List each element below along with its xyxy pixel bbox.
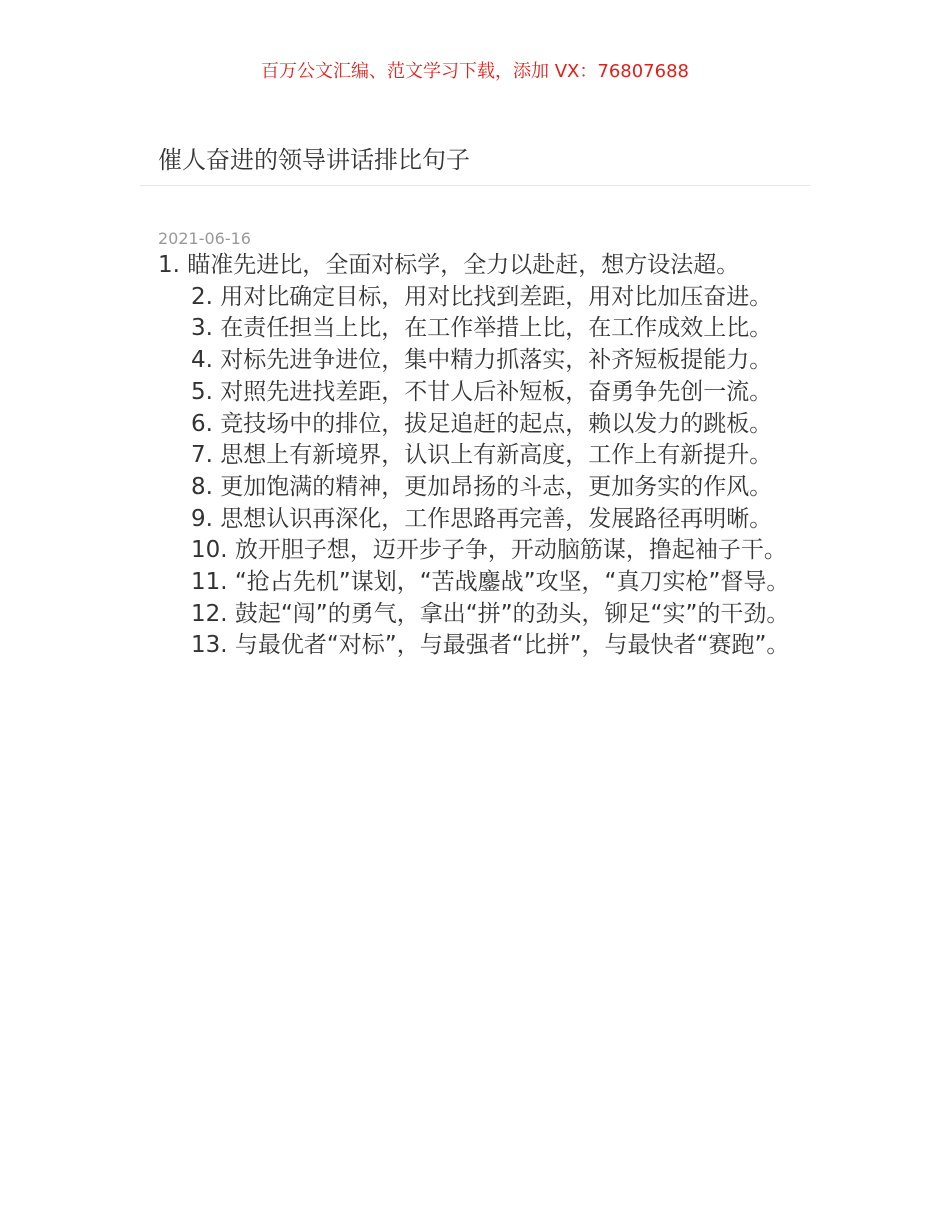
- page-title: 催人奋进的领导讲话排比句子: [158, 146, 470, 174]
- publish-date: 2021-06-16: [158, 229, 251, 248]
- list-item: 11. “抢占先机”谋划，“苦战鏖战”攻坚，“真刀实枪”督导。: [191, 569, 790, 596]
- list-item: 4. 对标先进争进位，集中精力抓落实，补齐短板提能力。: [191, 347, 773, 374]
- list-item: 2. 用对比确定目标，用对比找到差距，用对比加压奋进。: [191, 283, 773, 310]
- list-item: 6. 竞技场中的排位，拔足追赶的起点，赖以发力的跳板。: [191, 410, 773, 437]
- list-item: 3. 在责任担当上比，在工作举措上比，在工作成效上比。: [191, 315, 773, 342]
- title-divider: [140, 185, 810, 186]
- list-item: 7. 思想上有新境界，认识上有新高度，工作上有新提升。: [191, 442, 773, 469]
- list-item: 1. 瞄准先进比，全面对标学，全力以赴赶，想方设法超。: [158, 252, 740, 278]
- list-item: 5. 对照先进找差距，不甘人后补短板，奋勇争先创一流。: [191, 378, 773, 405]
- list-item: 8. 更加饱满的精神，更加昂扬的斗志，更加务实的作风。: [191, 473, 773, 500]
- list-item: 10. 放开胆子想，迈开步子争，开动脑筋谋，撸起袖子干。: [191, 537, 787, 564]
- list-item: 12. 鼓起“闯”的勇气，拿出“拼”的劲头，铆足“实”的干劲。: [191, 600, 790, 627]
- list-item: 9. 思想认识再深化，工作思路再完善，发展路径再明晰。: [191, 505, 773, 532]
- list-item: 13. 与最优者“对标”，与最强者“比拼”，与最快者“赛跑”。: [191, 632, 790, 659]
- watermark-banner: 百万公文汇编、范文学习下载，添加 VX：76807688: [261, 61, 689, 82]
- article-body: [158, 250, 798, 662]
